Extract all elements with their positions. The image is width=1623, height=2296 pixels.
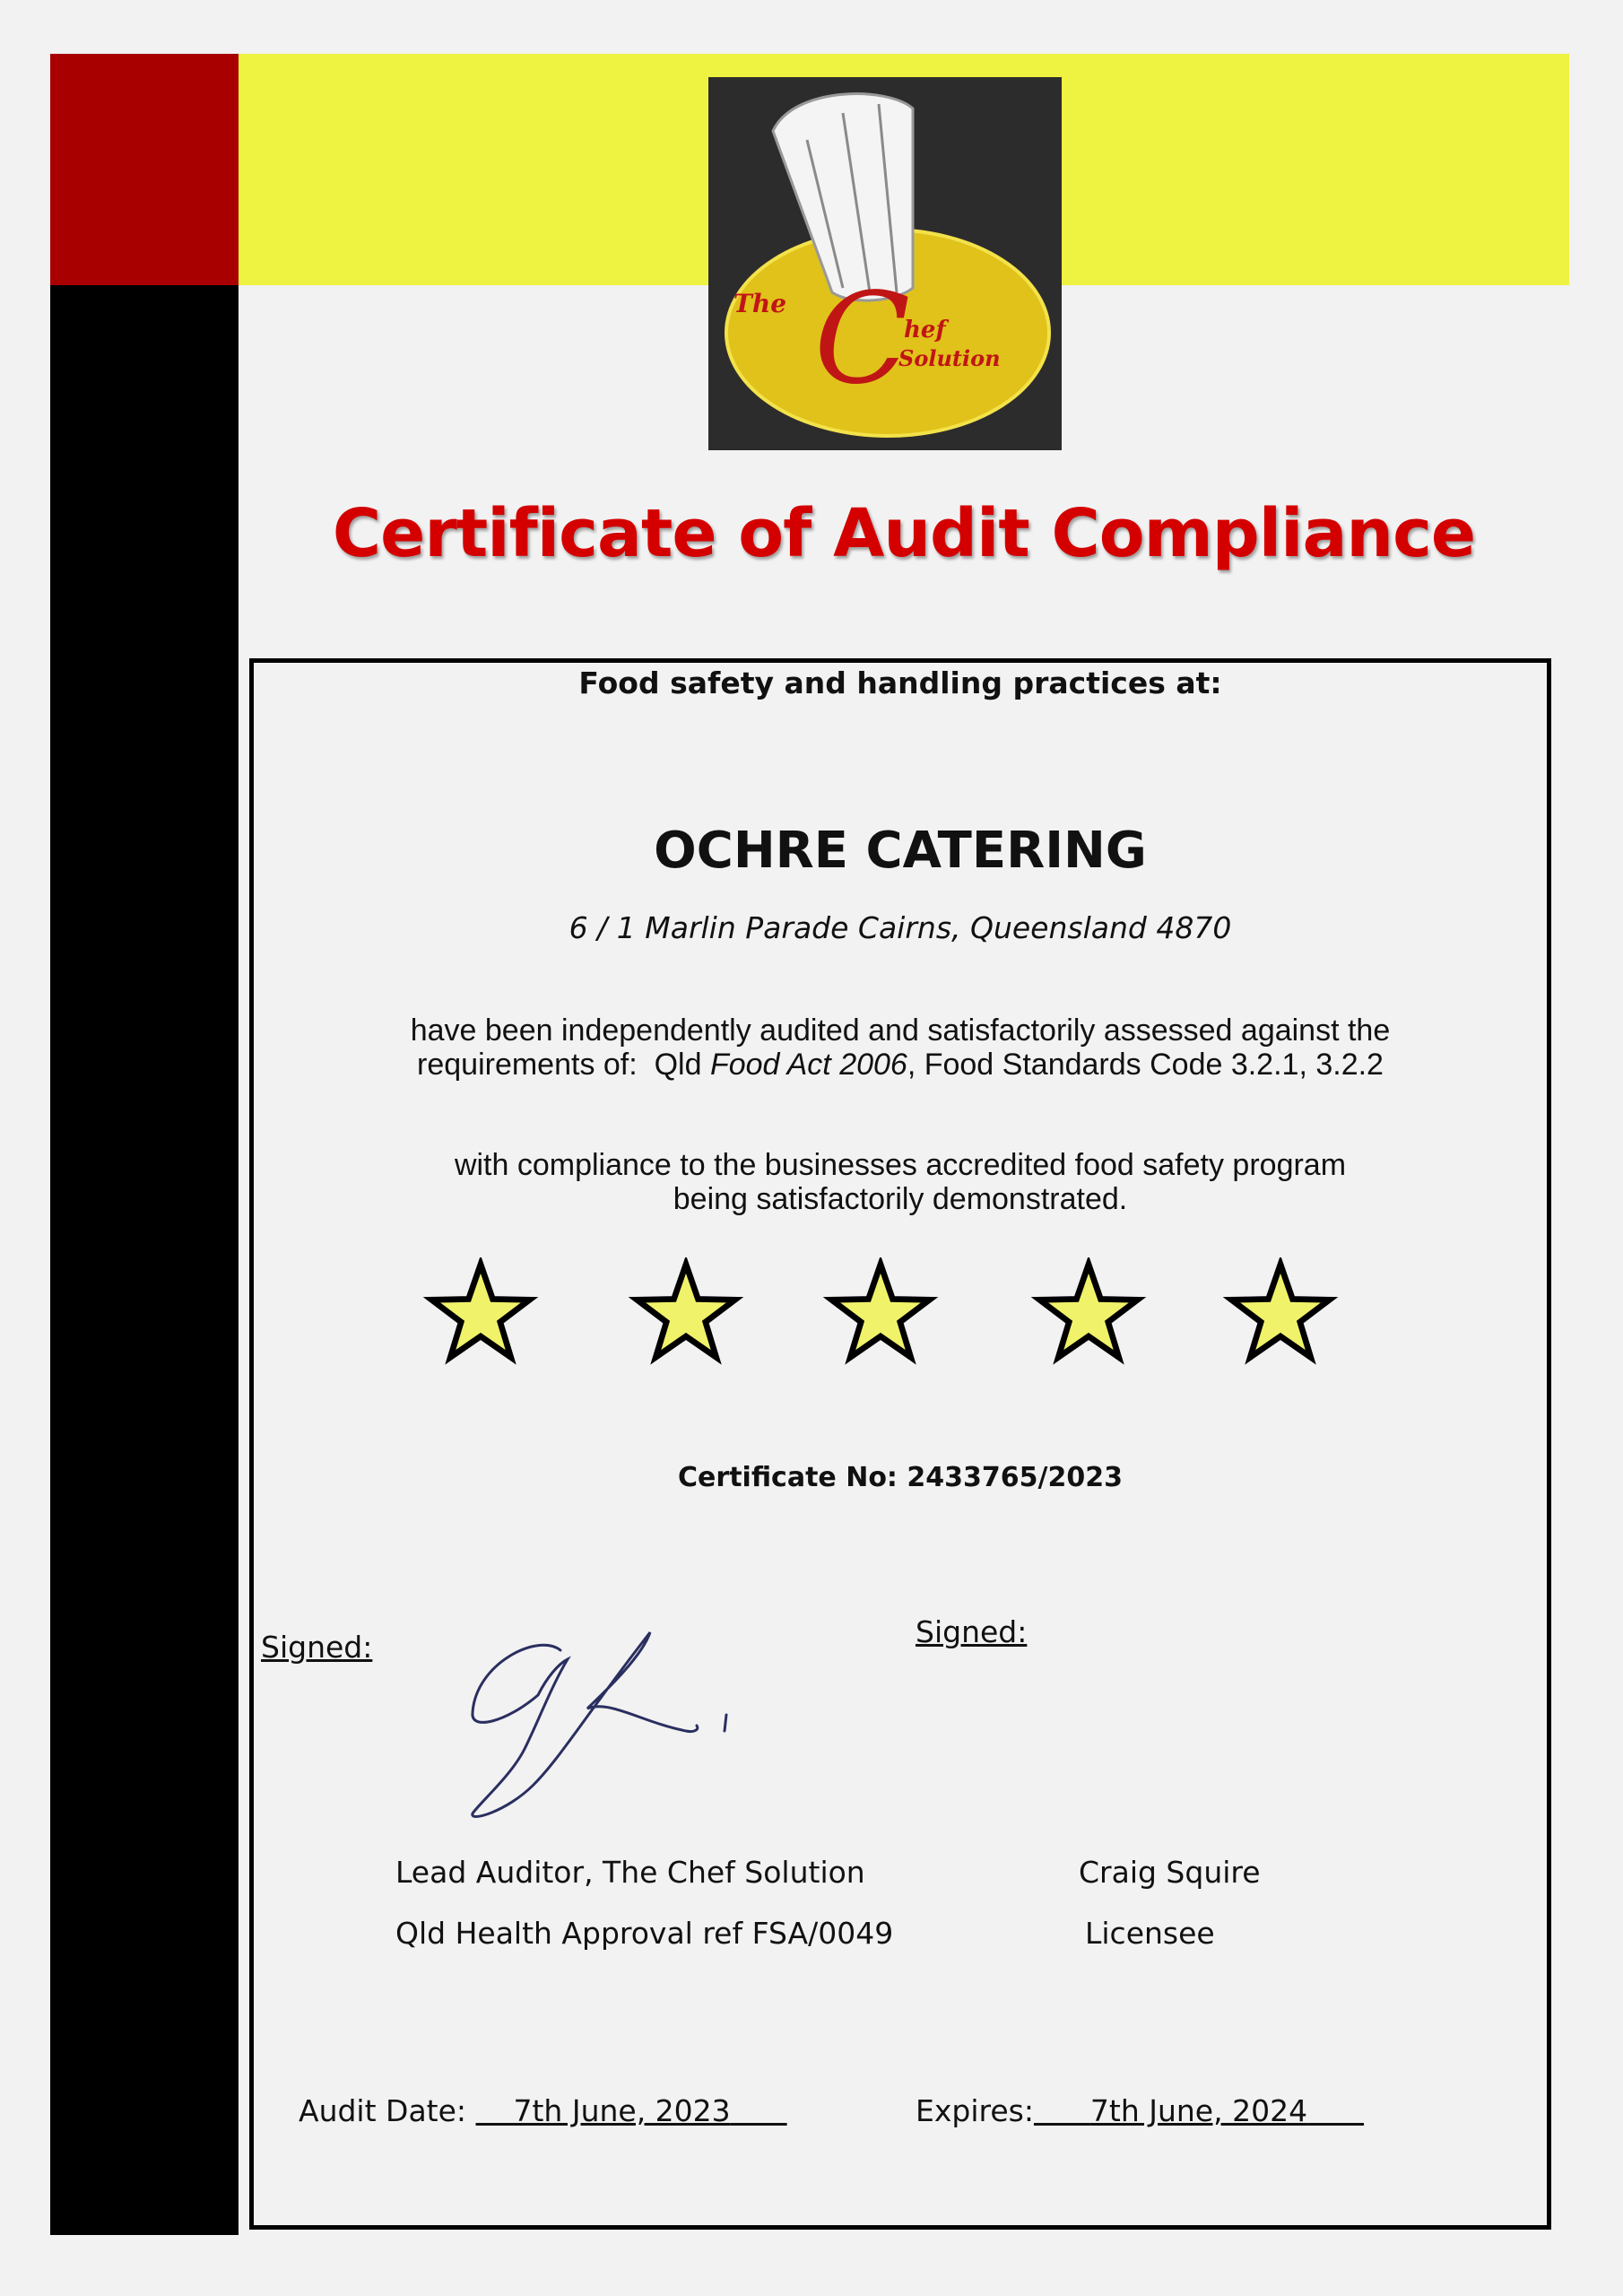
auditor-signature [453,1614,749,1821]
signed-right-label: Signed: [916,1614,1028,1649]
licensee-role: Licensee [1085,1916,1215,1951]
audit-date-label: Audit Date: [299,2093,476,2128]
auditor-title: Lead Auditor, The Chef Solution [395,1855,865,1890]
expiry-date-label: Expires: [916,2093,1034,2128]
practices-heading: Food safety and handling practices at: [578,665,1222,700]
business-address: 6 / 1 Marlin Parade Cairns, Queensland 4870 [568,910,1232,945]
red-corner-band [50,54,239,285]
food-act-reference: Food Act 2006 [709,1048,907,1082]
expiry-date-row [916,2093,1364,2128]
certificate-title: Certificate of Audit Compliance [332,495,1476,572]
assessment-suffix: , Food Standards Code 3.2.1, 3.2.2 [907,1048,1384,1082]
compliance-statement [249,1148,1551,1216]
logo-word-solution: Solution [898,345,1001,371]
star-icon [1028,1257,1150,1374]
business-name: OCHRE CATERING [654,822,1147,880]
logo-word-the: The [733,289,787,318]
audit-date-value: 7th June, 2023 [513,2093,731,2128]
auditor-approval-ref: Qld Health Approval ref FSA/0049 [395,1916,894,1951]
star-icon [625,1257,747,1374]
licensee-name: Craig Squire [1079,1855,1261,1890]
star-icon [420,1257,542,1374]
star-icon [1219,1257,1341,1374]
chef-solution-logo [708,77,1062,450]
signed-left-label: Signed: [261,1630,373,1665]
expiry-date-value: 7th June, 2024 [1089,2093,1308,2128]
compliance-line-1: with compliance to the businesses accredited food safety program [454,1148,1347,1182]
expiry-date-value-underline [1034,2093,1364,2128]
logo-word-chef: hef [904,317,946,344]
certificate-frame [249,658,1551,2230]
assessment-prefix: requirements of: Qld [417,1048,710,1082]
compliance-line-2: being satisfactorily demonstrated. [673,1182,1128,1216]
star-icon [820,1257,942,1374]
assessment-line-2 [249,1048,1551,1082]
logo-initial: C [814,266,911,413]
audit-date-row [299,2093,787,2128]
certificate-number: Certificate No: 2433765/2023 [678,1462,1123,1493]
black-side-band [50,285,239,2235]
audit-date-value-underline [476,2093,787,2128]
assessment-statement [249,1013,1551,1082]
assessment-line-1: have been independently audited and satisfactorily assessed against the [410,1013,1391,1048]
